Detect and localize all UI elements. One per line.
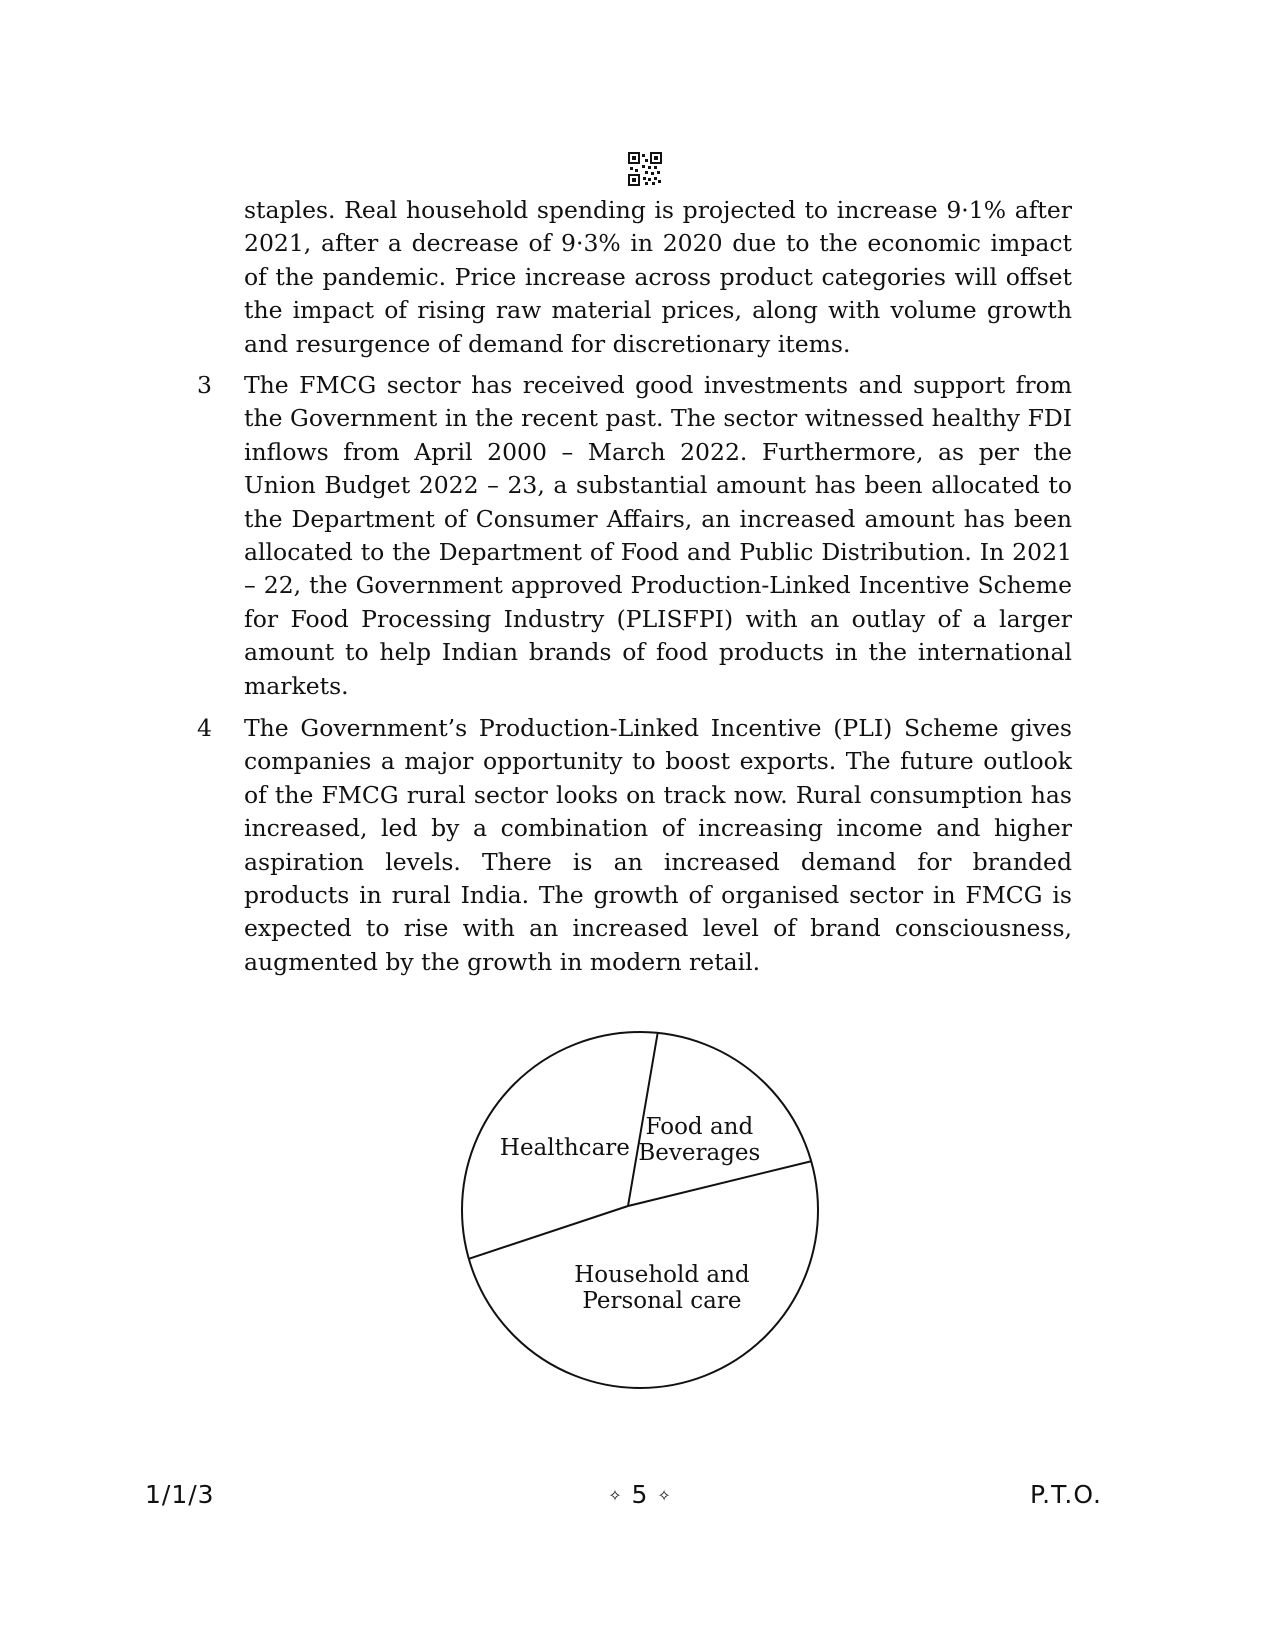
paper-code: 1/1/3 xyxy=(145,1480,215,1509)
ornament-right-icon: ✧ xyxy=(657,1486,672,1505)
paragraph-continued: staples. Real household spending is projected to increase 9·1% after 2021, after a decrease of 9·3% in 2020 due to the economic impact of the pandemic. Price increase across product categories will offset the impact of rising raw material prices, along with volume growth and resurgence of demand for discretionary items. xyxy=(244,196,1072,358)
item-number-4: 4 xyxy=(197,714,212,742)
pie-slice-label-2: Healthcare xyxy=(499,1135,630,1162)
pto-label: P.T.O. xyxy=(1030,1480,1102,1509)
paragraph-3: The FMCG sector has received good investments and support from the Government in the recent past. The sector witnessed healthy FDI inflows from April 2000 – March 2022. Furthermore, as per the Union Budget 2022 – 23, a substantial amount has been allocated to the Department of Consumer Affairs, an increased amount has been allocated to the Department of Food and Public Distribution. In 2021 – 22, the Government approved Production-Linked Incentive Scheme for Food Processing Industry (PLISFPI) with an outlay of a larger amount to help Indian brands of food products in the international markets. xyxy=(244,371,1072,700)
pie-slice-label-1: Household and Personal care xyxy=(574,1262,750,1315)
pie-chart xyxy=(440,1010,840,1410)
qr-code-icon xyxy=(628,152,662,186)
pie-slice-label-0: Food and Beverages xyxy=(638,1113,761,1166)
item-number-3: 3 xyxy=(197,371,212,399)
paragraph-4: The Government’s Production-Linked Incentive (PLI) Scheme gives companies a major opportunity to boost exports. The future outlook of the FMCG rural sector looks on track now. Rural consumption has increased, led by a combination of increasing income and higher aspiration levels. There is an increased demand for branded products in rural India. The growth of organised sector in FMCG is expected to rise with an increased level of brand consciousness, augmented by the growth in modern retail. xyxy=(244,714,1072,976)
pie-outline xyxy=(462,1032,818,1388)
ornament-left-icon: ✧ xyxy=(608,1486,623,1505)
page-number: 5 xyxy=(631,1480,649,1509)
page-number-block xyxy=(590,1480,690,1511)
